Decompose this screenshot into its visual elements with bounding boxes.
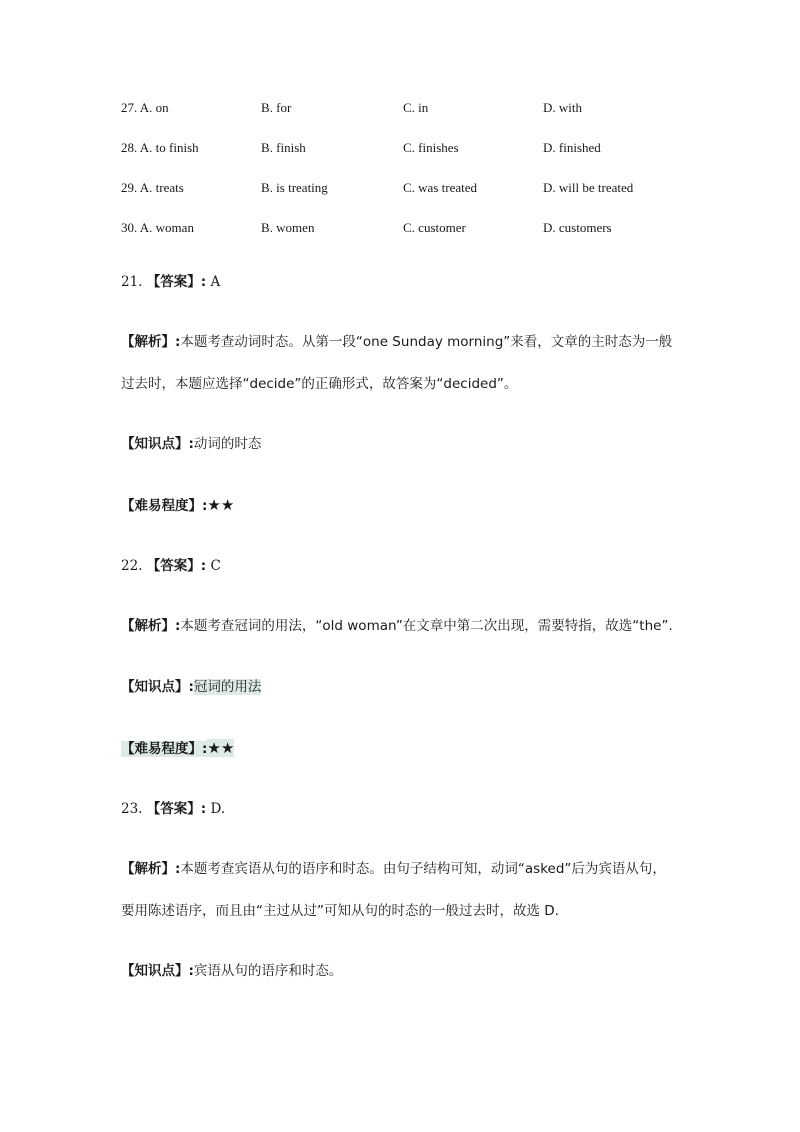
option-row-30 — [121, 216, 721, 256]
knowledge-label: 【知识点】: — [121, 963, 194, 979]
answer-value: A — [210, 274, 221, 290]
q22-knowledge — [121, 675, 261, 695]
option-b: B. is treating — [261, 180, 328, 195]
q21-knowledge — [121, 432, 261, 452]
option-b: B. for — [261, 100, 292, 115]
option-a: 29. A. treats — [121, 180, 184, 195]
question-number: 21. — [121, 274, 143, 290]
option-d: D. customers — [543, 220, 612, 235]
option-d: D. will be treated — [543, 180, 634, 195]
q22-difficulty — [121, 737, 234, 757]
option-b: B. women — [261, 220, 315, 235]
option-a: 30. A. woman — [121, 220, 194, 235]
q21-answer — [121, 270, 220, 290]
options-table — [121, 96, 721, 256]
difficulty-stars: ★★ — [207, 496, 235, 514]
analysis-label: 【解析】: — [121, 861, 181, 877]
analysis-text: 本题考查宾语从句的语序和时态。由句子结构可知，动词“asked”后为宾语从句， — [180, 861, 666, 877]
knowledge-value: 宾语从句的语序和时态。 — [193, 963, 343, 979]
difficulty-label: 【难易程度】: — [121, 741, 208, 757]
q21-analysis-line1 — [121, 330, 672, 350]
answer-value: D. — [210, 801, 226, 817]
knowledge-label: 【知识点】: — [121, 436, 194, 452]
option-a: 27. A. on — [121, 100, 169, 115]
knowledge-value: 动词的时态 — [193, 436, 262, 452]
q23-analysis-line1 — [121, 857, 666, 877]
q23-knowledge — [121, 959, 342, 979]
knowledge-value: 冠词的用法 — [193, 679, 262, 695]
option-c: C. customer — [403, 220, 466, 235]
option-row-29 — [121, 176, 721, 216]
q22-analysis-line1 — [121, 614, 673, 634]
option-c: C. finishes — [403, 140, 459, 155]
q23-answer — [121, 797, 225, 817]
answer-label: 【答案】: — [146, 801, 207, 817]
option-c: C. in — [403, 100, 429, 115]
option-c: C. was treated — [403, 180, 478, 195]
answer-label: 【答案】: — [146, 274, 207, 290]
option-row-28 — [121, 136, 721, 176]
analysis-text: 本题考查动词时态。从第一段“one Sunday morning”来看，文章的主时态为一般 — [180, 334, 673, 350]
difficulty-stars: ★★ — [207, 739, 235, 757]
q21-analysis-line2: 过去时，本题应选择“decide”的正确形式，故答案为“decided”。 — [121, 376, 518, 392]
difficulty-label: 【难易程度】: — [121, 498, 208, 514]
question-number: 22. — [121, 558, 143, 574]
answer-value: C — [210, 558, 221, 574]
q21-difficulty — [121, 494, 234, 514]
option-d: D. with — [543, 100, 582, 115]
analysis-text: 本题考查冠词的用法，“old woman”在文章中第二次出现，需要特指，故选“the”. — [180, 618, 673, 634]
knowledge-label: 【知识点】: — [121, 679, 194, 695]
option-d: D. finished — [543, 140, 601, 155]
question-number: 23. — [121, 801, 143, 817]
analysis-label: 【解析】: — [121, 334, 181, 350]
option-row-27 — [121, 96, 721, 136]
option-a: 28. A. to finish — [121, 140, 199, 155]
q22-answer — [121, 554, 221, 574]
analysis-label: 【解析】: — [121, 618, 181, 634]
q23-analysis-line2: 要用陈述语序，而且由“主过从过”可知从句的时态的一般过去时，故选 D. — [121, 903, 559, 919]
answer-label: 【答案】: — [146, 558, 207, 574]
option-b: B. finish — [261, 140, 306, 155]
